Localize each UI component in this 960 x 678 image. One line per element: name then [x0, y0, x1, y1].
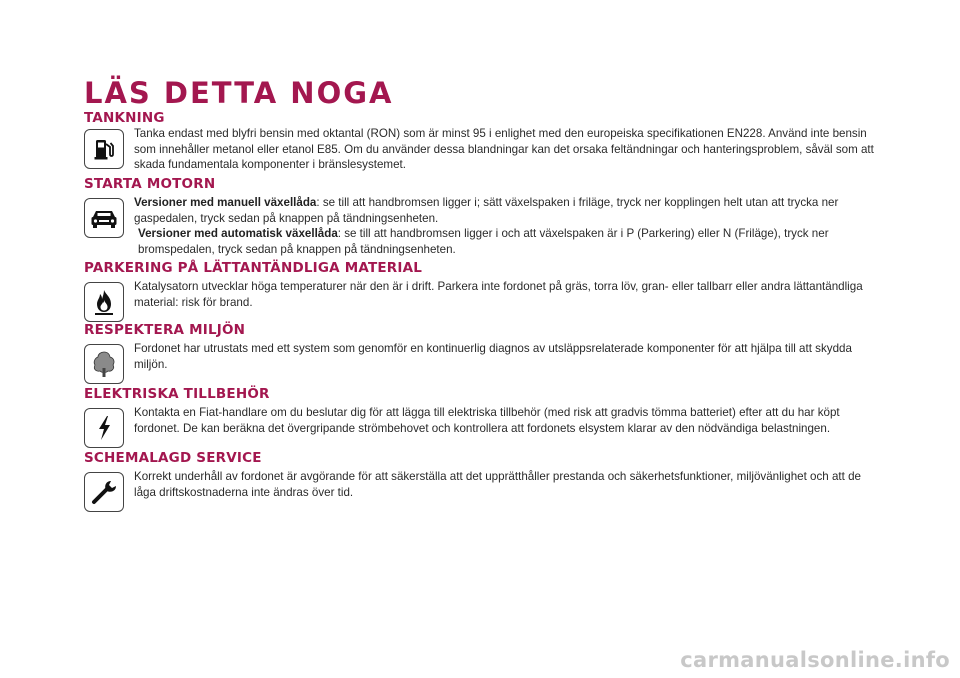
section-text: Katalysatorn utvecklar höga temperaturer när den är i drift. Parkera inte fordonet på gräs, torra löv, gran- eller tallbarr eller andra lättantändliga material: risk för brand.	[134, 280, 863, 309]
manual-version-label: Versioner med manuell växellåda	[134, 196, 317, 209]
section-heading: STARTA MOTORN	[84, 176, 216, 192]
manual-version-text: : se till att handbromsen ligger i; sätt växelspaken i friläge, tryck ner kopplingen helt utan att trycka ner gaspedalen, tryck sedan på knappen på tändningsenheten.	[134, 196, 839, 225]
section-heading: PARKERING PÅ LÄTTANTÄNDLIGA MATERIAL	[84, 260, 423, 276]
flame-icon	[84, 282, 124, 322]
section-text: Korrekt underhåll av fordonet är avgörande för att säkerställa att det upprätthåller prestanda och säkerhetsfunktioner, miljövänlighet och att de låga driftskostnaderna inte ändras över tid.	[134, 470, 861, 499]
section-parkering	[84, 260, 884, 322]
section-heading: SCHEMALAGD SERVICE	[84, 450, 262, 466]
automatic-version-label: Versioner med automatisk växellåda	[138, 227, 338, 240]
section-schemalagd-service	[84, 450, 884, 512]
watermark: carmanualsonline.info	[680, 648, 950, 672]
lightning-icon	[84, 408, 124, 448]
section-heading: ELEKTRISKA TILLBEHÖR	[84, 386, 270, 402]
automatic-version-text: : se till att handbromsen ligger i och att växelspaken är i P (Parkering) eller N (Friläge), tryck ner bromspedalen, tryck sedan på knappen på tändningsenheten.	[138, 227, 829, 256]
automatic-version-paragraph	[134, 226, 884, 257]
section-starta-motorn	[84, 176, 884, 257]
section-heading: TANKNING	[84, 110, 165, 126]
section-elektriska-tillbehor	[84, 386, 884, 448]
section-text: Kontakta en Fiat-handlare om du beslutar dig för att lägga till elektriska tillbehör (med risk att gradvis tömma batteriet) efter att du har köpt fordonet. De kan beräkna det övergripande strömbehovet och kontrollera att fordonets elsystem klarar av den nödvändiga belastningen.	[134, 406, 840, 435]
car-icon	[84, 198, 124, 238]
section-text: Tanka endast med blyfri bensin med oktantal (RON) som är minst 95 i enlighet med den europeiska specifikationen EN228. Använd inte bensin som innehåller metanol eller etanol E85. Om du använder dessa blandningar kan det orsaka feltändningar och hanteringsproblem, såväl som att skada fundamentala komponenter i bränslesystemet.	[134, 127, 874, 171]
section-tankning	[84, 110, 884, 173]
section-respektera-miljon	[84, 322, 884, 384]
section-heading: RESPEKTERA MILJÖN	[84, 322, 246, 338]
wrench-icon	[84, 472, 124, 512]
tree-icon	[84, 344, 124, 384]
fuel-pump-icon	[84, 129, 124, 169]
page-title: LÄS DETTA NOGA	[84, 76, 394, 110]
section-text: Fordonet har utrustats med ett system som genomför en kontinuerlig diagnos av utsläppsrelaterade komponenter för att hjälpa till att skydda miljön.	[134, 342, 852, 371]
manual-version-paragraph	[134, 195, 884, 226]
